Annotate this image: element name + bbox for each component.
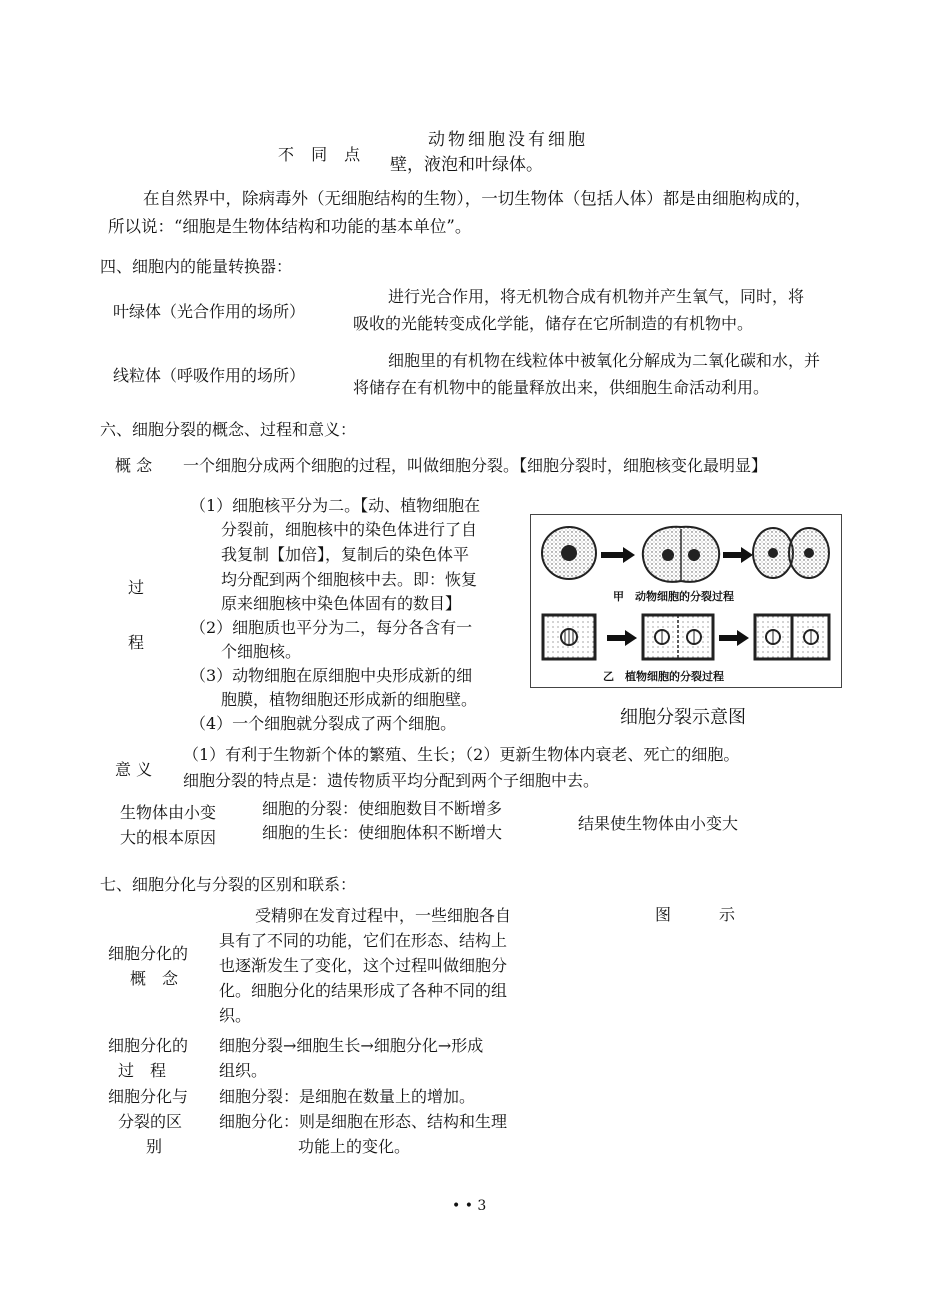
- difference-text-line1: 动物细胞没有细胞: [428, 130, 588, 150]
- concept-line4: 化。细胞分化的结果形成了各种不同的组: [219, 981, 508, 1000]
- plant-cell-2: [643, 615, 713, 659]
- section-4-title: 四、细胞内的能量转换器：: [100, 257, 293, 276]
- intro-line1: 在自然界中，除病毒外（无细胞结构的生物），一切生物体（包括人体）都是由细胞构成的，: [143, 189, 812, 208]
- concept-line2: 具有了不同的功能，它们在形态、结构上: [219, 931, 508, 950]
- process-step1-line1: （1）细胞核平分为二。【动、植物细胞在: [190, 496, 481, 515]
- diagram-label: 图 示: [655, 905, 736, 924]
- diff-line2: 细胞分化：则是细胞在形态、结构和生理: [219, 1112, 508, 1131]
- process-step1-line4: 均分配到两个细胞核中去。即：恢复: [221, 570, 478, 589]
- arrow-icon: [723, 547, 753, 563]
- concept-line3: 也逐渐发生了变化，这个过程叫做细胞分: [219, 956, 508, 975]
- chloroplast-desc-line1: 进行光合作用，将无机物合成有机物并产生氧气，同时，将: [388, 287, 805, 306]
- animal-cell-1: [542, 527, 596, 579]
- feature-text: 细胞分裂的特点是：遗传物质平均分配到两个子细胞中去。: [183, 771, 600, 790]
- section-6-title: 六、细胞分裂的概念、过程和意义：: [100, 420, 357, 439]
- process-label-line2: 过 程: [118, 1061, 167, 1080]
- process-label-1: 过: [128, 578, 145, 597]
- diff-label-line3: 别: [146, 1137, 163, 1156]
- growth-label-line2: 大的根本原因: [120, 828, 217, 847]
- process-step3-line1: （3）动物细胞在原细胞中央形成新的细: [190, 666, 473, 685]
- process-step2-line2: 个细胞核。: [221, 642, 302, 661]
- diff-label-line2: 分裂的区: [118, 1112, 183, 1131]
- meaning-label: 意 义: [115, 760, 153, 779]
- figure-label-animal: 甲 动物细胞的分裂过程: [613, 590, 734, 603]
- mitochondria-desc-line2: 将储存在有机物中的能量释放出来，供细胞生命活动利用。: [353, 378, 770, 397]
- chloroplast-label: 叶绿体（光合作用的场所）: [113, 302, 306, 321]
- process-step1-line5: 原来细胞核中染色体固有的数目】: [221, 594, 462, 613]
- diff-line3: 功能上的变化。: [298, 1137, 411, 1156]
- diff-label-line1: 细胞分化与: [108, 1087, 189, 1106]
- concept-line5: 织。: [219, 1006, 252, 1025]
- growth-label-line1: 生物体由小变: [120, 803, 217, 822]
- mitochondria-label: 线粒体（呼吸作用的场所）: [113, 366, 306, 385]
- process-step2-line1: （2）细胞质也平分为二，每分各含有一: [190, 618, 473, 637]
- concept-text: 一个细胞分成两个细胞的过程，叫做细胞分裂。【细胞分裂时，细胞核变化最明显】: [183, 456, 768, 475]
- process-step1-line3: 我复制【加倍】，复制后的染色体平: [221, 545, 470, 564]
- animal-cell-3: [753, 528, 829, 578]
- chloroplast-desc-line2: 吸收的光能转变成化学能，储存在它所制造的有机物中。: [353, 314, 754, 333]
- difference-label: 不 同 点: [278, 145, 367, 164]
- cell-division-svg: [531, 515, 841, 687]
- growth-result: 结果使生物体由小变大: [578, 814, 739, 833]
- arrow-icon: [601, 547, 635, 563]
- process-step4: （4）一个细胞就分裂成了两个细胞。: [190, 714, 457, 733]
- differentiation-process-line2: 组织。: [219, 1061, 268, 1080]
- process-step1-line2: 分裂前，细胞核中的染色体进行了自: [221, 520, 478, 539]
- meaning-text: （1）有利于生物新个体的繁殖、生长；（2）更新生物体内衰老、死亡的细胞。: [183, 745, 740, 764]
- concept-label-line1: 细胞分化的: [108, 944, 189, 963]
- concept-label: 概 念: [115, 456, 153, 475]
- mitochondria-desc-line1: 细胞里的有机物在线粒体中被氧化分解成为二氧化碳和水，并: [388, 351, 821, 370]
- arrow-icon: [719, 630, 749, 646]
- difference-text-line2: 壁，液泡和叶绿体。: [390, 155, 543, 175]
- intro-line2: 所以说：“细胞是生物体结构和功能的基本单位”。: [108, 217, 472, 236]
- concept-label-line2: 概 念: [130, 969, 179, 988]
- plant-cell-1: [543, 615, 595, 659]
- figure-caption: 细胞分裂示意图: [620, 707, 746, 728]
- differentiation-process-line1: 细胞分裂→细胞生长→细胞分化→形成: [219, 1036, 484, 1055]
- concept-line1: 受精卵在发育过程中，一些细胞各自: [255, 906, 512, 925]
- animal-cell-2: [643, 527, 719, 582]
- plant-cell-3: [755, 615, 829, 659]
- cell-division-figure: [530, 514, 842, 688]
- section-7-title: 七、细胞分化与分裂的区别和联系：: [100, 875, 357, 894]
- process-label-2: 程: [128, 633, 145, 652]
- page-number: • • 3: [452, 1198, 487, 1214]
- diff-line1: 细胞分裂：是细胞在数量上的增加。: [219, 1087, 476, 1106]
- growth-growth: 细胞的生长：使细胞体积不断增大: [262, 823, 503, 842]
- figure-label-plant: 乙 植物细胞的分裂过程: [603, 670, 724, 683]
- process-label-line1: 细胞分化的: [108, 1036, 189, 1055]
- process-step3-line2: 胞膜，植物细胞还形成新的细胞壁。: [221, 690, 478, 709]
- growth-division: 细胞的分裂：使细胞数目不断增多: [262, 799, 503, 818]
- arrow-icon: [607, 630, 637, 646]
